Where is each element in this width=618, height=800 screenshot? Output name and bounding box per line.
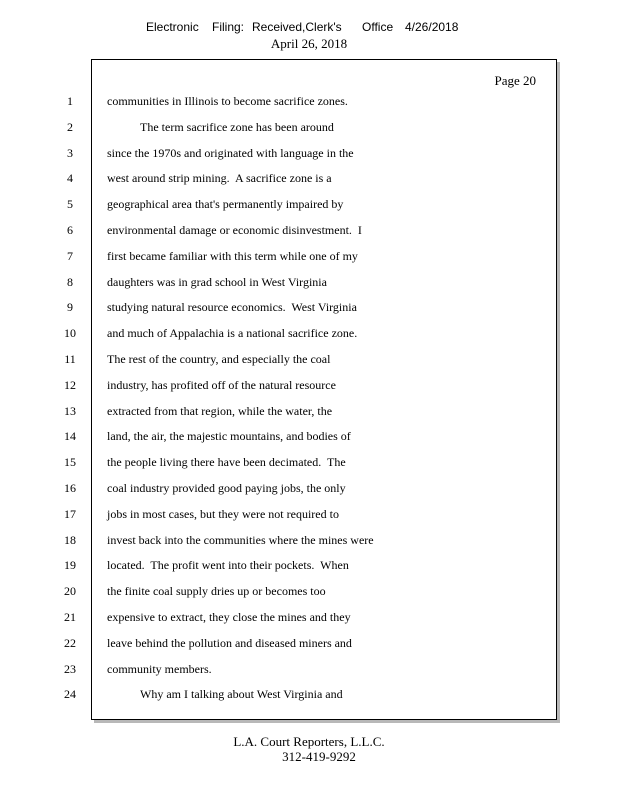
stamp-label-office: Office [362, 20, 394, 34]
line-number: 5 [67, 197, 73, 211]
stamp-date-long: April 26, 2018 [270, 36, 348, 51]
transcript-line: jobs in most cases, but they were not required to [107, 507, 339, 521]
line-number: 10 [64, 326, 76, 340]
line-number: 13 [64, 404, 76, 418]
footer-phone: 312-419-9292 [282, 749, 356, 764]
stamp-label-electronic: Electronic [146, 20, 199, 34]
line-number: 11 [64, 352, 76, 366]
line-number: 12 [64, 378, 76, 392]
page-number: Page 20 [494, 73, 536, 88]
line-number: 15 [64, 455, 76, 469]
transcript-line: west around strip mining. A sacrifice zone is a [107, 171, 332, 185]
line-number: 24 [64, 687, 76, 701]
transcript-line: daughters was in grad school in West Virginia [107, 275, 327, 289]
transcript-line: studying natural resource economics. West Virginia [107, 300, 357, 314]
line-number: 6 [67, 223, 73, 237]
transcript-line: environmental damage or economic disinvestment. I [107, 223, 362, 237]
transcript-line: coal industry provided good paying jobs, the only [107, 481, 346, 495]
line-number: 19 [64, 558, 76, 572]
line-number: 23 [64, 662, 76, 676]
line-number: 20 [64, 584, 76, 598]
transcript-line: and much of Appalachia is a national sacrifice zone. [107, 326, 358, 340]
transcript-line: community members. [107, 662, 212, 676]
transcript-line: leave behind the pollution and diseased miners and [107, 636, 352, 650]
line-number: 22 [64, 636, 76, 650]
line-number: 3 [67, 146, 73, 160]
transcript-line: since the 1970s and originated with language in the [107, 146, 354, 160]
line-number: 4 [67, 171, 73, 185]
transcript-line: The rest of the country, and especially the coal [107, 352, 331, 366]
transcript-line: the finite coal supply dries up or becomes too [107, 584, 326, 598]
transcript-line: communities in Illinois to become sacrifice zones. [107, 94, 348, 108]
line-number: 21 [64, 610, 76, 624]
transcript-line: expensive to extract, they close the mines and they [107, 610, 351, 624]
line-number: 16 [64, 481, 76, 495]
transcript-line: geographical area that's permanently impaired by [107, 197, 344, 211]
transcript-line: first became familiar with this term while one of my [107, 249, 358, 263]
stamp-label-filing: Filing: [212, 20, 245, 34]
line-number: 18 [64, 533, 76, 547]
line-number: 7 [67, 249, 73, 263]
footer-company: L.A. Court Reporters, L.L.C. [233, 734, 385, 749]
line-number: 1 [67, 94, 73, 108]
stamp-date-short: 4/26/2018 [405, 20, 459, 34]
stamp-label-received: Received,Clerk's [252, 20, 342, 34]
line-number: 17 [64, 507, 76, 521]
transcript-line: The term sacrifice zone has been around [140, 120, 334, 134]
filing-stamp [0, 20, 618, 36]
transcript-line: invest back into the communities where the mines were [107, 533, 374, 547]
line-number: 9 [67, 300, 73, 314]
transcript-line: extracted from that region, while the water, the [107, 404, 333, 418]
transcript-line: industry, has profited off of the natural resource [107, 378, 336, 392]
transcript-line: land, the air, the majestic mountains, and bodies of [107, 429, 351, 443]
line-number: 14 [64, 429, 76, 443]
line-number: 8 [67, 275, 73, 289]
line-number: 2 [67, 120, 73, 134]
transcript-line: the people living there have been decimated. The [107, 455, 346, 469]
transcript-line: located. The profit went into their pockets. When [107, 558, 349, 572]
transcript-line: Why am I talking about West Virginia and [140, 687, 343, 701]
